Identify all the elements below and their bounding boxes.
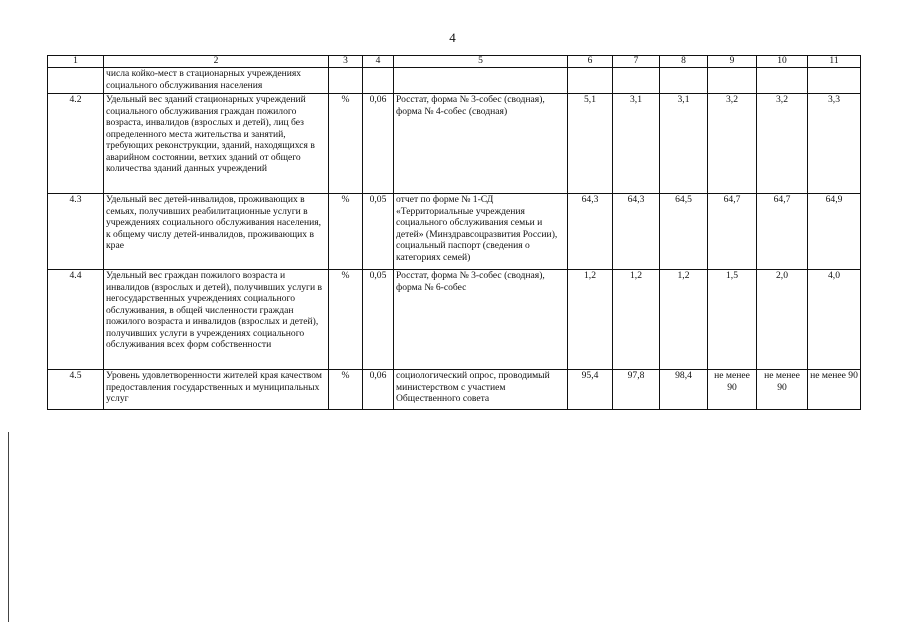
unit-cell: % [329,94,363,194]
weight-cell: 0,06 [363,94,394,194]
value-cell: не менее 90 [757,370,808,410]
value-cell: 95,4 [568,370,613,410]
source-cell: отчет по форме № 1-СД «Территориальные учреждения социального обслуживания семьи и детей» (Минздравсоцразвития России), социальный паспорт (сведения о категориях семей) [394,194,568,270]
value-cell [660,68,708,94]
indicator-name: числа койко-мест в стационарных учреждениях социального обслуживания населения [104,68,329,94]
value-cell [568,68,613,94]
value-cell: 3,1 [660,94,708,194]
value-cell [613,68,660,94]
indicator-name: Удельный вес граждан пожилого возраста и инвалидов (взрослых и детей), получивших услуги в негосударственных учреждениях социального обслуживания, в общей численности граждан пожилого возраста и инвалидов (взрослых и детей), получивших услуги в учреждениях социального обслуживания всех форм собственности [104,270,329,370]
value-cell: 3,2 [757,94,808,194]
value-cell: 1,2 [568,270,613,370]
row-number: 4.2 [48,94,104,194]
value-cell: 1,2 [660,270,708,370]
value-cell: 64,3 [568,194,613,270]
source-cell: Росстат, форма № 3-собес (сводная), форма № 6-собес [394,270,568,370]
table-row [48,94,861,194]
header-cell: 8 [660,56,708,68]
header-cell: 6 [568,56,613,68]
header-cell: 2 [104,56,329,68]
value-cell [708,68,757,94]
table-row [48,370,861,410]
table-row [48,270,861,370]
value-cell: 5,1 [568,94,613,194]
row-number [48,68,104,94]
unit-cell: % [329,270,363,370]
unit-cell [329,68,363,94]
value-cell: 64,9 [808,194,861,270]
weight-cell: 0,06 [363,370,394,410]
value-cell: 1,5 [708,270,757,370]
value-cell: 98,4 [660,370,708,410]
indicators-table [47,55,861,410]
value-cell [808,68,861,94]
margin-line [8,432,9,622]
header-cell: 1 [48,56,104,68]
value-cell: 64,7 [757,194,808,270]
value-cell: 3,2 [708,94,757,194]
weight-cell: 0,05 [363,270,394,370]
page-number: 4 [449,30,456,45]
header-cell: 7 [613,56,660,68]
header-cell: 11 [808,56,861,68]
table-row [48,194,861,270]
header-cell: 10 [757,56,808,68]
indicator-name: Уровень удовлетворенности жителей края качеством предоставления государственных и муниципальных услуг [104,370,329,410]
value-cell: 3,1 [613,94,660,194]
header-cell: 5 [394,56,568,68]
value-cell: 1,2 [613,270,660,370]
value-cell: 4,0 [808,270,861,370]
value-cell [757,68,808,94]
value-cell: 64,7 [708,194,757,270]
value-cell: 3,3 [808,94,861,194]
unit-cell: % [329,194,363,270]
value-cell: не менее 90 [708,370,757,410]
value-cell: 2,0 [757,270,808,370]
source-cell: Росстат, форма № 3-собес (сводная), форма № 4-собес (сводная) [394,94,568,194]
weight-cell: 0,05 [363,194,394,270]
value-cell: не менее 90 [808,370,861,410]
header-cell: 9 [708,56,757,68]
source-cell: социологический опрос, проводимый министерством с участием Общественного совета [394,370,568,410]
table-row [48,68,861,94]
weight-cell [363,68,394,94]
value-cell: 97,8 [613,370,660,410]
header-row [48,56,861,68]
source-cell [394,68,568,94]
header-cell: 3 [329,56,363,68]
header-cell: 4 [363,56,394,68]
indicator-name: Удельный вес детей-инвалидов, проживающих в семьях, получивших реабилитационные услуги в учреждениях социального обслуживания населения, к общему числу детей-инвалидов, проживающих в крае [104,194,329,270]
unit-cell: % [329,370,363,410]
row-number: 4.3 [48,194,104,270]
row-number: 4.5 [48,370,104,410]
indicator-name: Удельный вес зданий стационарных учреждений социального обслуживания граждан пожилого возраста, инвалидов (взрослых и детей), лиц без определенного места жительства и занятий, требующих реконструкции, зданий, находящихся в аварийном состоянии, ветхих зданий от общего количества зданий данных учреждений [104,94,329,194]
row-number: 4.4 [48,270,104,370]
value-cell: 64,5 [660,194,708,270]
value-cell: 64,3 [613,194,660,270]
